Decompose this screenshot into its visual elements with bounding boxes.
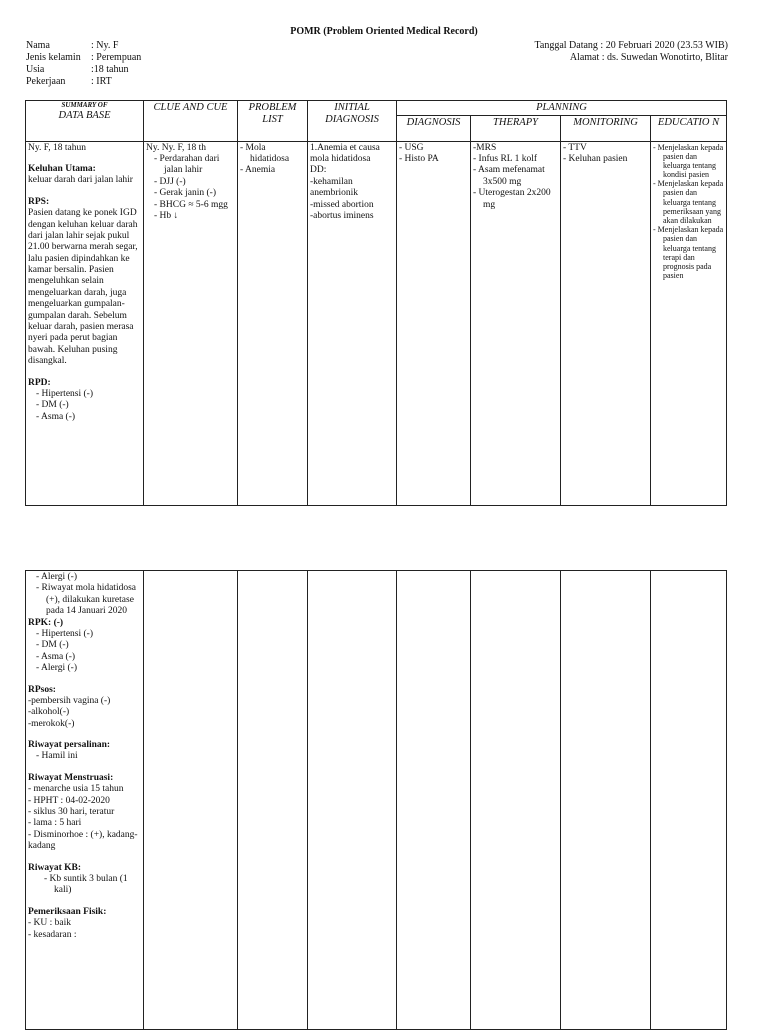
diagnosis-plan-cell — [397, 141, 471, 505]
clue-item: - Hb ↓ — [154, 210, 179, 221]
problem-cell-continued — [238, 571, 308, 1030]
rpd-item: - Alergi (-) — [36, 572, 77, 582]
patient-sex-row — [26, 52, 141, 64]
diagnosis-item: - USG — [399, 142, 424, 153]
therapy-item: - Uterogestan 2x200 mg — [473, 188, 551, 210]
rpsos-item: -merokok(-) — [28, 718, 75, 729]
clue-item: - DJJ (-) — [154, 176, 186, 187]
header-planning: PLANNING — [397, 101, 727, 116]
monitoring-item: - Keluhan pasien — [563, 153, 628, 164]
initial-item: -missed abortion — [310, 199, 374, 210]
db-name: Ny. F, 18 tahun — [28, 142, 86, 153]
diagnosis-item: - Histo PA — [399, 153, 439, 164]
label: Pekerjaan — [26, 76, 66, 87]
clue-item: - BHCG ≈ 5-6 mgg — [154, 199, 228, 210]
header-summary-small: SUMMARY OF — [61, 101, 108, 109]
problem-item: - Anemia — [240, 165, 276, 176]
label: Usia — [26, 64, 45, 75]
header-therapy: THERAPY — [471, 115, 561, 141]
menstruasi-item: - HPHT : 04-02-2020 — [28, 795, 110, 806]
therapy-item: - Infus RL 1 kolf — [473, 153, 538, 164]
rpd-heading: RPD: — [28, 377, 51, 388]
rps-heading: RPS: — [28, 196, 50, 207]
therapy-cell-continued — [471, 571, 561, 1030]
header-diagnosis: DIAGNOSIS — [397, 115, 471, 141]
rpk-item-text: DM (-) — [41, 640, 69, 651]
rpk-item: - Hipertensi (-) — [36, 628, 93, 639]
fisik-item: - kesadaran : — [28, 929, 77, 940]
rpk-item: - DM (-) — [36, 640, 69, 651]
value: : Ny. F — [91, 40, 119, 51]
value: : Perempuan — [91, 52, 142, 63]
rpsos-item: -alkohol(-) — [28, 707, 70, 718]
page-title: POMR (Problem Oriented Medical Record) — [290, 26, 478, 37]
visit-date: Tanggal Datang : 20 Februari 2020 (23.53 WIB) — [534, 40, 728, 51]
rpd-item-text: Riwayat mola hidatidosa (+), dilakukan kuretase pada 14 Januari 2020 — [41, 583, 136, 617]
clue-item: - Gerak janin (-) — [154, 188, 216, 199]
menstruasi-heading: Riwayat Menstruasi: — [28, 772, 114, 783]
rpsos-item: -pembersih vagina (-) — [28, 695, 111, 706]
menstruasi-item: - siklus 30 hari, teratur — [28, 807, 115, 818]
patient-info — [26, 40, 141, 88]
initial-item: 1.Anemia et causa mola hidatidosa — [310, 142, 380, 164]
fisik-heading: Pemeriksaan Fisik: — [28, 906, 107, 917]
header-monitoring: MONITORING — [561, 115, 651, 141]
keluhan-heading: Keluhan Utama: — [28, 163, 96, 174]
clue-item-text: Gerak janin (-) — [159, 188, 216, 199]
header-summary-label: DATA BASE — [58, 109, 111, 121]
value: :18 tahun — [91, 64, 129, 75]
rpd-item: - Hipertensi (-) — [36, 388, 93, 399]
patient-name-row — [26, 40, 141, 52]
therapy-item: - Asam mefenamat 3x500 mg — [473, 165, 545, 187]
label: Jenis kelamin — [26, 52, 81, 63]
clue-item: - Perdarahan dari jalan lahir — [154, 153, 220, 176]
rpk-item: - Alergi (-) — [36, 663, 77, 674]
kb-item-text: Kb suntik 3 bulan (1 kali) — [49, 873, 128, 896]
rpk-item: - Asma (-) — [36, 651, 76, 662]
diagnosis-cell-continued — [397, 571, 471, 1030]
keluhan-text: keluar darah dari jalan lahir — [28, 175, 133, 186]
education-item: - Menjelaskan kepada pasien dan keluarga tentang kondisi pasien — [653, 142, 724, 180]
monitoring-item: - TTV — [563, 142, 587, 153]
kb-item: - Kb suntik 3 bulan (1 kali) — [44, 873, 128, 896]
header-education: EDUCATIO N — [651, 115, 727, 141]
persalinan-item: - Hamil ini — [36, 751, 78, 762]
rpsos-heading: RPsos: — [28, 684, 56, 695]
visit-info — [534, 40, 728, 64]
clue-name: Ny. Ny. F, 18 th — [146, 142, 207, 153]
initial-item: -abortus iminens — [310, 210, 374, 221]
rpd-item: - Asma (-) — [36, 411, 76, 422]
rpk-item-text: Asma (-) — [41, 651, 76, 662]
label: Nama — [26, 40, 50, 51]
clue-cell-continued — [144, 571, 238, 1030]
clue-item-text: DJJ (-) — [159, 176, 186, 187]
header-problem: PROBLEM LIST — [238, 101, 308, 142]
clue-cell — [144, 141, 238, 505]
initial-cell-continued — [308, 571, 397, 1030]
database-cell-continued — [26, 571, 144, 1030]
fisik-item: - KU : baik — [28, 918, 72, 929]
kb-heading: Riwayat KB: — [28, 862, 82, 873]
therapy-cell — [471, 141, 561, 505]
value: : IRT — [91, 76, 112, 87]
database-cell — [26, 141, 144, 505]
rpk-item-text: Hipertensi (-) — [41, 628, 93, 639]
education-item: - Menjelaskan kepada pasien dan keluarga tentang pemeriksaan yang akan dilakukan — [653, 179, 724, 226]
rpd-item-text: Asma (-) — [41, 411, 76, 422]
rpk-heading: RPK: (-) — [28, 617, 64, 628]
menstruasi-item: - lama : 5 hari — [28, 818, 82, 829]
menstruasi-item: - menarche usia 15 tahun — [28, 784, 124, 795]
initial-item: -kehamilan anembrionik — [310, 176, 359, 199]
rpk-item-text: Alergi (-) — [41, 663, 77, 674]
clue-item-text: BHCG ≈ 5-6 mgg — [159, 199, 228, 210]
rpd-item: - Riwayat mola hidatidosa (+), dilakukan kuretase pada 14 Januari 2020 — [36, 583, 136, 617]
education-cell — [651, 141, 727, 505]
therapy-item: -MRS — [473, 142, 497, 153]
header-summary — [26, 101, 144, 142]
header-initial: INITIAL DIAGNOSIS — [308, 101, 397, 142]
rpd-item-text: Alergi (-) — [41, 572, 77, 582]
initial-item: DD: — [310, 165, 327, 176]
clue-item-text: Perdarahan dari jalan lahir — [159, 153, 220, 176]
monitoring-cell-continued — [561, 571, 651, 1030]
rpd-item-text: DM (-) — [41, 400, 69, 411]
monitoring-cell — [561, 141, 651, 505]
patient-age-row — [26, 64, 141, 76]
education-item: - Menjelaskan kepada pasien dan keluarga tentang terapi dan prognosis pada pasien — [653, 225, 724, 281]
rpd-item: - DM (-) — [36, 400, 69, 411]
rps-text: Pasien datang ke ponek IGD dengan keluhan keluar darah dari jalan lahir sejak pukul 21.00 berwarna merah segar, lalu pasien dipindahkan ke kamar bersalin. Pasien mengeluhkan selain mengeluarkan darah, juga mengeluarkan gumpalan-gumpalan darah. Sebelum keluar darah, pasien merasa nyeri pada perut bagian bawah. Keluhan pusing disangkal. — [28, 208, 138, 367]
header-clue: CLUE AND CUE — [144, 101, 238, 142]
problem-cell — [238, 141, 308, 505]
problem-item: - Mola hidatidosa — [240, 142, 290, 164]
education-cell-continued — [651, 571, 727, 1030]
visit-address: Alamat : ds. Suwedan Wonotirto, Blitar — [569, 52, 728, 63]
patient-job-row — [26, 76, 141, 88]
persalinan-heading: Riwayat persalinan: — [28, 740, 111, 751]
rpd-item-text: Hipertensi (-) — [41, 388, 93, 399]
persalinan-item-text: Hamil ini — [41, 751, 78, 762]
initial-diagnosis-cell — [308, 141, 397, 505]
menstruasi-item: - Disminorhoe : (+), kadang-kadang — [28, 829, 138, 852]
clue-item-text: Hb ↓ — [159, 210, 179, 221]
pomr-table-page-1 — [25, 100, 727, 506]
pomr-table-page-2 — [25, 570, 727, 1030]
